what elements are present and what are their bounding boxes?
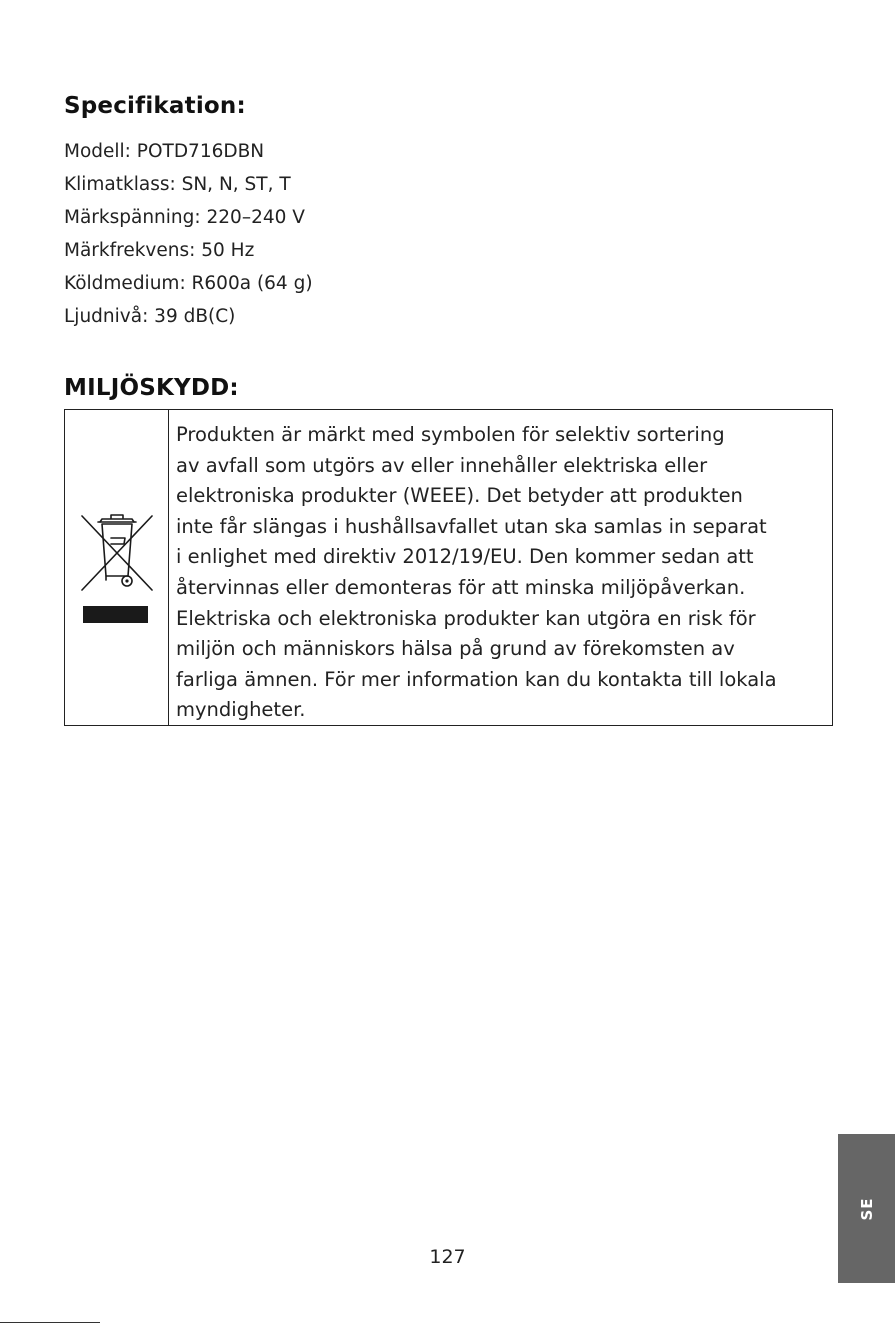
weee-black-bar <box>83 606 148 623</box>
page-number: 127 <box>429 1246 466 1268</box>
environment-heading: MILJÖSKYDD: <box>64 375 239 401</box>
footnote-rule <box>0 1322 100 1323</box>
weee-description: Produkten är märkt med symbolen för selektiv sortering av avfall som utgörs av eller innehåller elektriska eller elektroniska produkter (WEEE). Det betyder att produkten inte får slängas i hushållsavfallet utan ska samlas in separat i enlighet med direktiv 2012/19/EU. Den kommer sedan att återvinnas eller demonteras för att minska miljöpåverkan. Elektriska och elektroniska produkter kan utgöra en risk för miljön och människors hälsa på grund av förekomsten av farliga ämnen. För mer information kan du kontakta till lokala myndigheter. <box>176 423 777 722</box>
specification-heading: Specifikation: <box>64 93 246 119</box>
spec-rated-voltage: Märkspänning: 220–240 V <box>64 207 305 228</box>
spec-model: Modell: POTD716DBN <box>64 141 265 162</box>
spec-refrigerant: Köldmedium: R600a (64 g) <box>64 273 313 294</box>
language-tab-label: SE <box>857 1196 876 1221</box>
spec-climate-class: Klimatklass: SN, N, ST, T <box>64 174 291 195</box>
weee-crossed-bin-icon <box>78 510 156 596</box>
spec-noise-level: Ljudnivå: 39 dB(C) <box>64 306 236 327</box>
specification-list <box>64 135 313 333</box>
spec-rated-frequency: Märkfrekvens: 50 Hz <box>64 240 255 261</box>
language-tab <box>838 1134 895 1283</box>
weee-icon-cell <box>65 410 169 725</box>
weee-info-table <box>64 409 833 726</box>
